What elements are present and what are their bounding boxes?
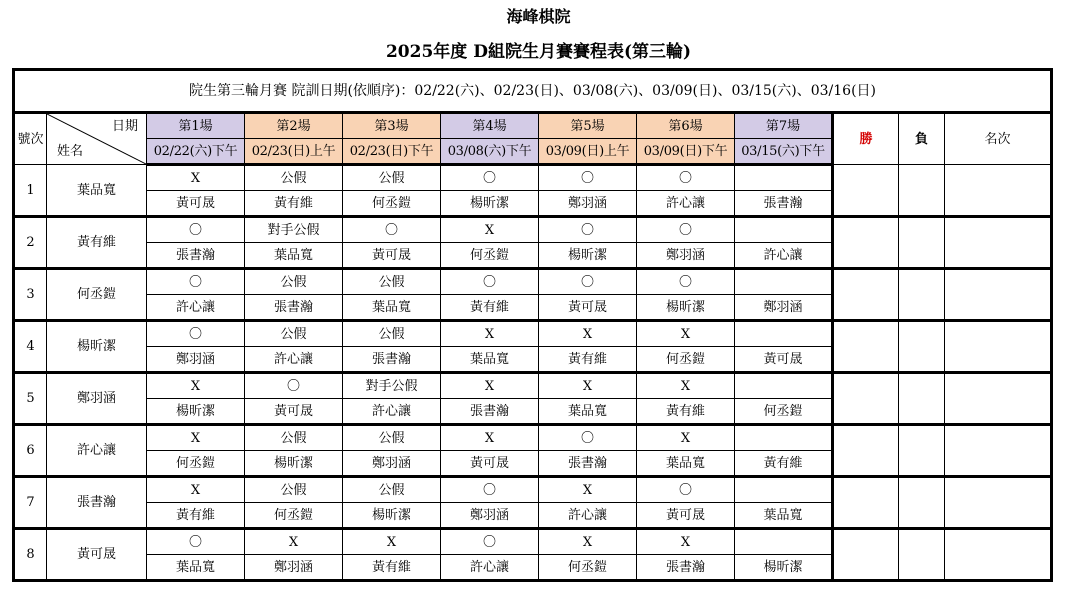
opponent-cell: 葉品寬 [343, 295, 441, 321]
opponent-cell: 鄭羽涵 [539, 191, 637, 217]
result-cell: 〇 [539, 165, 637, 191]
player-number: 3 [14, 269, 47, 321]
opponent-cell: 葉品寬 [735, 503, 833, 529]
result-cell: 〇 [539, 217, 637, 243]
win-count [833, 165, 899, 217]
opponent-cell: 何丞鎧 [637, 347, 735, 373]
opponent-cell: 何丞鎧 [441, 243, 539, 269]
player-number: 7 [14, 477, 47, 529]
win-count [833, 321, 899, 373]
result-cell: 公假 [245, 477, 343, 503]
result-cell [735, 373, 833, 399]
result-cell: X [147, 477, 245, 503]
win-count [833, 217, 899, 269]
opponent-cell: 何丞鎧 [147, 451, 245, 477]
result-cell: 〇 [147, 321, 245, 347]
rank-value [945, 269, 1052, 321]
player-name: 黃可晟 [47, 529, 147, 581]
result-cell [735, 269, 833, 295]
round-5-name: 第5場 [539, 113, 637, 139]
result-cell: X [343, 529, 441, 555]
opponent-cell: 黃可晟 [147, 191, 245, 217]
player-number: 1 [14, 165, 47, 217]
player-name: 黃有維 [47, 217, 147, 269]
lose-count [899, 165, 945, 217]
result-cell: 〇 [539, 425, 637, 451]
number-header: 號次 [14, 113, 47, 165]
result-cell: 〇 [147, 269, 245, 295]
opponent-cell: 許心讓 [245, 347, 343, 373]
opponent-cell: 鄭羽涵 [245, 555, 343, 581]
result-cell: X [441, 373, 539, 399]
rank-value [945, 477, 1052, 529]
opponent-cell: 黃可晟 [343, 243, 441, 269]
lose-count [899, 321, 945, 373]
result-cell: 公假 [343, 165, 441, 191]
opponent-cell: 黃可晟 [735, 347, 833, 373]
lose-count [899, 217, 945, 269]
result-cell: 公假 [343, 321, 441, 347]
opponent-cell: 張書瀚 [441, 399, 539, 425]
opponent-cell: 何丞鎧 [735, 399, 833, 425]
result-cell: X [637, 373, 735, 399]
date-name-header [47, 113, 147, 165]
result-cell [735, 425, 833, 451]
result-cell: 公假 [245, 165, 343, 191]
lose-count [899, 373, 945, 425]
opponent-cell: 何丞鎧 [245, 503, 343, 529]
win-count [833, 425, 899, 477]
result-cell: X [539, 477, 637, 503]
lose-count [899, 269, 945, 321]
opponent-cell: 許心讓 [343, 399, 441, 425]
player-name: 許心讓 [47, 425, 147, 477]
result-cell: 〇 [441, 165, 539, 191]
rank-value [945, 529, 1052, 581]
player-number: 5 [14, 373, 47, 425]
opponent-cell: 許心讓 [441, 555, 539, 581]
player-result-row [14, 477, 1052, 503]
opponent-cell: 葉品寬 [245, 243, 343, 269]
opponent-cell: 許心讓 [539, 503, 637, 529]
player-number: 6 [14, 425, 47, 477]
opponent-cell: 楊昕潔 [441, 191, 539, 217]
round-1-name: 第1場 [147, 113, 245, 139]
result-cell: X [147, 425, 245, 451]
result-cell: 對手公假 [343, 373, 441, 399]
win-count [833, 477, 899, 529]
result-cell: X [147, 165, 245, 191]
opponent-cell: 葉品寬 [539, 399, 637, 425]
player-result-row [14, 165, 1052, 191]
result-cell: 〇 [539, 269, 637, 295]
result-cell: 公假 [343, 425, 441, 451]
opponent-cell: 張書瀚 [343, 347, 441, 373]
result-cell: 對手公假 [245, 217, 343, 243]
player-result-row [14, 529, 1052, 555]
result-cell: X [147, 373, 245, 399]
page-title: 2025年度 D組院生月賽賽程表(第三輪) [385, 42, 692, 62]
round-7-name: 第7場 [735, 113, 833, 139]
result-cell: 〇 [637, 477, 735, 503]
result-cell: 〇 [441, 269, 539, 295]
round-3-name: 第3場 [343, 113, 441, 139]
player-number: 4 [14, 321, 47, 373]
opponent-cell: 黃有維 [147, 503, 245, 529]
schedule-table [12, 68, 1053, 582]
result-cell: 公假 [343, 477, 441, 503]
opponent-cell: 葉品寬 [637, 451, 735, 477]
lose-count [899, 477, 945, 529]
round-6-date: 03/09(日)下午 [637, 139, 735, 165]
win-count [833, 269, 899, 321]
player-number: 2 [14, 217, 47, 269]
round-4-name: 第4場 [441, 113, 539, 139]
rank-value [945, 217, 1052, 269]
opponent-cell: 許心讓 [735, 243, 833, 269]
result-cell: 〇 [343, 217, 441, 243]
rank-header: 名次 [945, 113, 1052, 165]
opponent-cell: 黃有維 [343, 555, 441, 581]
opponent-cell: 黃可晟 [539, 295, 637, 321]
result-cell: X [539, 373, 637, 399]
opponent-cell: 楊昕潔 [735, 555, 833, 581]
round-6-name: 第6場 [637, 113, 735, 139]
player-result-row [14, 321, 1052, 347]
player-result-row [14, 373, 1052, 399]
opponent-cell: 張書瀚 [245, 295, 343, 321]
result-cell: 〇 [441, 529, 539, 555]
rank-value [945, 425, 1052, 477]
result-cell: 〇 [441, 477, 539, 503]
round-5-date: 03/09(日)上午 [539, 139, 637, 165]
opponent-cell: 楊昕潔 [147, 399, 245, 425]
result-cell: 公假 [245, 321, 343, 347]
player-result-row [14, 425, 1052, 451]
result-cell: X [637, 529, 735, 555]
opponent-cell: 黃有維 [539, 347, 637, 373]
lose-count [899, 425, 945, 477]
result-cell: X [637, 425, 735, 451]
result-cell: X [441, 425, 539, 451]
opponent-cell: 張書瀚 [735, 191, 833, 217]
opponent-cell: 何丞鎧 [343, 191, 441, 217]
opponent-cell: 黃可晟 [441, 451, 539, 477]
result-cell: X [245, 529, 343, 555]
rank-value [945, 165, 1052, 217]
result-cell: X [637, 321, 735, 347]
opponent-cell: 鄭羽涵 [637, 243, 735, 269]
round-2-date: 02/23(日)上午 [245, 139, 343, 165]
name-header-label: 姓名 [57, 144, 84, 159]
result-cell [735, 321, 833, 347]
opponent-cell: 黃可晟 [637, 503, 735, 529]
player-name: 鄭羽涵 [47, 373, 147, 425]
opponent-cell: 葉品寬 [441, 347, 539, 373]
result-cell [735, 477, 833, 503]
player-number: 8 [14, 529, 47, 581]
opponent-cell: 楊昕潔 [343, 503, 441, 529]
opponent-cell: 黃有維 [441, 295, 539, 321]
player-name: 張書瀚 [47, 477, 147, 529]
opponent-cell: 張書瀚 [539, 451, 637, 477]
round-2-name: 第2場 [245, 113, 343, 139]
lose-count [899, 529, 945, 581]
opponent-cell: 黃有維 [735, 451, 833, 477]
opponent-cell: 鄭羽涵 [343, 451, 441, 477]
rank-value [945, 373, 1052, 425]
opponent-cell: 楊昕潔 [637, 295, 735, 321]
training-dates-info: 院生第三輪月賽 院訓日期(依順序)：02/22(六)、02/23(日)、03/08(六)、03/09(日)、03/15(六)、03/16(日) [14, 70, 1052, 113]
opponent-cell: 鄭羽涵 [735, 295, 833, 321]
result-cell: 〇 [637, 269, 735, 295]
player-name: 何丞鎧 [47, 269, 147, 321]
round-3-date: 02/23(日)下午 [343, 139, 441, 165]
opponent-cell: 鄭羽涵 [441, 503, 539, 529]
player-name: 楊昕潔 [47, 321, 147, 373]
result-cell: X [441, 321, 539, 347]
result-cell [735, 165, 833, 191]
opponent-cell: 楊昕潔 [539, 243, 637, 269]
result-cell: 〇 [637, 217, 735, 243]
opponent-cell: 張書瀚 [637, 555, 735, 581]
rank-value [945, 321, 1052, 373]
result-cell: 〇 [637, 165, 735, 191]
win-count [833, 529, 899, 581]
round-1-date: 02/22(六)下午 [147, 139, 245, 165]
result-cell: 〇 [147, 217, 245, 243]
date-header-label: 日期 [111, 119, 138, 134]
result-cell: 公假 [343, 269, 441, 295]
round-7-date: 03/15(六)下午 [735, 139, 833, 165]
opponent-cell: 黃可晟 [245, 399, 343, 425]
opponent-cell: 鄭羽涵 [147, 347, 245, 373]
opponent-cell: 許心讓 [637, 191, 735, 217]
result-cell [735, 529, 833, 555]
player-name: 葉品寬 [47, 165, 147, 217]
opponent-cell: 黃有維 [637, 399, 735, 425]
result-cell: 〇 [147, 529, 245, 555]
opponent-cell: 許心讓 [147, 295, 245, 321]
result-cell: X [441, 217, 539, 243]
lose-header: 負 [899, 113, 945, 165]
result-cell: X [539, 321, 637, 347]
player-result-row [14, 269, 1052, 295]
org-title: 海峰棋院 [506, 7, 571, 26]
result-cell [735, 217, 833, 243]
win-header: 勝 [833, 113, 899, 165]
result-cell: 公假 [245, 269, 343, 295]
opponent-cell: 黃有維 [245, 191, 343, 217]
opponent-cell: 楊昕潔 [245, 451, 343, 477]
opponent-cell: 張書瀚 [147, 243, 245, 269]
round-4-date: 03/08(六)下午 [441, 139, 539, 165]
player-result-row [14, 217, 1052, 243]
result-cell: 〇 [245, 373, 343, 399]
win-count [833, 373, 899, 425]
opponent-cell: 何丞鎧 [539, 555, 637, 581]
opponent-cell: 葉品寬 [147, 555, 245, 581]
result-cell: 公假 [245, 425, 343, 451]
result-cell: X [539, 529, 637, 555]
